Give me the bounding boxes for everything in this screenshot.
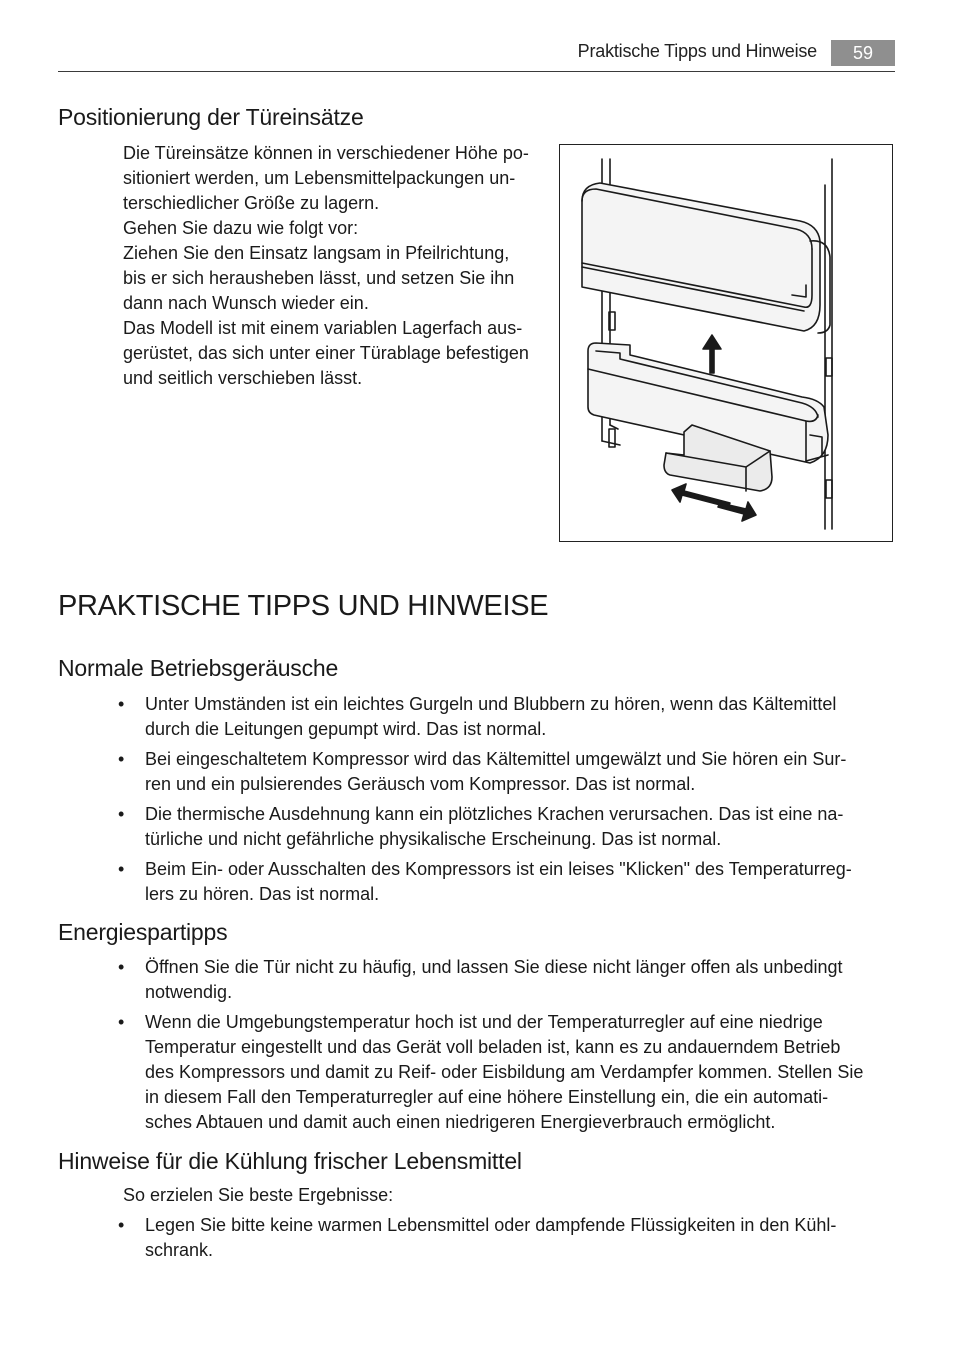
noise-bullet-list	[116, 692, 906, 912]
text-line: Öffnen Sie die Tür nicht zu häufig, und lassen Sie diese nicht länger offen als unbedingt	[145, 957, 843, 977]
text-line: terschiedlicher Größe zu lagern.	[123, 193, 380, 213]
text-line: türliche und nicht gefährliche physikalische Erscheinung. Das ist normal.	[145, 829, 722, 849]
text-line: bis er sich herausheben lässt, und setzen Sie ihn	[123, 268, 515, 288]
bullet-marker: •	[118, 859, 125, 879]
text-line: dann nach Wunsch wieder ein.	[123, 293, 369, 313]
list-item	[116, 802, 906, 852]
list-item	[116, 955, 906, 1005]
door-inserts-text	[123, 141, 553, 391]
text-line: sitioniert werden, um Lebensmittelpackungen un-	[123, 168, 516, 188]
list-item	[116, 747, 906, 797]
door-insert-illustration	[559, 144, 893, 542]
text-line: in diesem Fall den Temperaturregler auf eine höhere Einstellung ein, die ein automati-	[145, 1087, 829, 1107]
cooling-intro	[123, 1183, 393, 1208]
bullet-marker: •	[118, 694, 125, 714]
bullet-marker: •	[118, 1012, 125, 1032]
text-line: des Kompressors und damit zu Reif- oder Eisbildung am Verdampfer kommen. Stellen Sie	[145, 1062, 864, 1082]
text-line: Bei eingeschaltetem Kompressor wird das Kältemittel umgewälzt und Sie hören ein Sur-	[145, 749, 847, 769]
text-line: Beim Ein- oder Ausschalten des Kompressors ist ein leises "Klicken" des Temperaturreg-	[145, 859, 852, 879]
heading-cooling-fresh-food: Hinweise für die Kühlung frischer Lebensmittel	[58, 1148, 522, 1174]
text-line: So erzielen Sie beste Ergebnisse:	[123, 1185, 394, 1205]
bullet-marker: •	[118, 957, 125, 977]
text-line: Gehen Sie dazu wie folgt vor:	[123, 218, 359, 238]
text-line: lers zu hören. Das ist normal.	[145, 884, 380, 904]
text-line: ren und ein pulsierendes Geräusch vom Kompressor. Das ist normal.	[145, 774, 696, 794]
text-line: Temperatur eingestellt und das Gerät voll beladen ist, kann es zu andauerndem Betrieb	[145, 1037, 841, 1057]
list-item	[116, 1213, 906, 1263]
text-line: schrank.	[145, 1240, 214, 1260]
text-line: Das Modell ist mit einem variablen Lagerfach aus-	[123, 318, 523, 338]
list-item	[116, 857, 906, 907]
bullet-marker: •	[118, 749, 125, 769]
text-line: sches Abtauen und damit auch einen niedrigeren Energieverbrauch ermöglicht.	[145, 1112, 776, 1132]
text-line: Die thermische Ausdehnung kann ein plötzliches Krachen verursachen. Das ist eine na-	[145, 804, 844, 824]
list-item	[116, 1010, 906, 1135]
text-line: Wenn die Umgebungstemperatur hoch ist und der Temperaturregler auf eine niedrige	[145, 1012, 823, 1032]
heading-operating-noises: Normale Betriebsgeräusche	[58, 655, 339, 681]
page-header	[58, 38, 895, 72]
text-line: Die Türeinsätze können in verschiedener Höhe po-	[123, 143, 529, 163]
cooling-bullet-list	[116, 1213, 906, 1268]
main-title: PRAKTISCHE TIPPS UND HINWEISE	[58, 590, 549, 622]
text-line: notwendig.	[145, 982, 233, 1002]
list-item	[116, 692, 906, 742]
heading-energy-saving: Energiespartipps	[58, 919, 228, 945]
text-line: und seitlich verschieben lässt.	[123, 368, 363, 388]
text-line: Legen Sie bitte keine warmen Lebensmittel oder dampfende Flüssigkeiten in den Kühl-	[145, 1215, 837, 1235]
text-line: Ziehen Sie den Einsatz langsam in Pfeilrichtung,	[123, 243, 510, 263]
page-number: 59	[831, 40, 895, 66]
running-title: Praktische Tipps und Hinweise	[577, 41, 817, 61]
bullet-marker: •	[118, 1215, 125, 1235]
heading-door-inserts: Positionierung der Türeinsätze	[58, 104, 364, 130]
bullet-marker: •	[118, 804, 125, 824]
text-line: durch die Leitungen gepumpt wird. Das ist normal.	[145, 719, 547, 739]
text-line: Unter Umständen ist ein leichtes Gurgeln und Blubbern zu hören, wenn das Kältemittel	[145, 694, 837, 714]
energy-bullet-list	[116, 955, 906, 1140]
text-line: gerüstet, das sich unter einer Türablage befestigen	[123, 343, 529, 363]
